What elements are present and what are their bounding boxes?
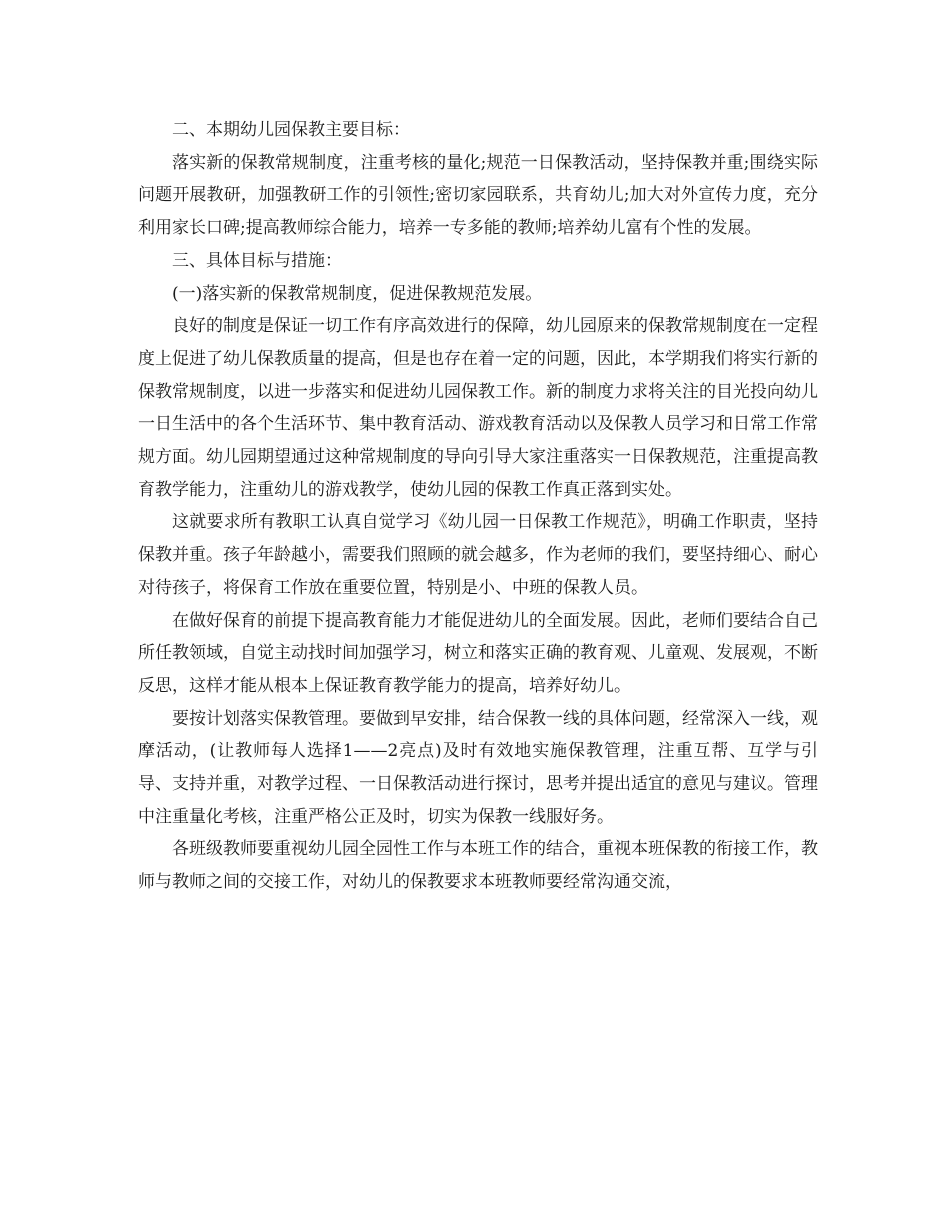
paragraph-system: 良好的制度是保证一切工作有序高效进行的保障，幼儿园原来的保教常规制度在一定程度上促进了幼儿保教质量的提高，但是也存在着一定的问题，因此，本学期我们将实行新的保教常规制度，以进一步落实和促进幼儿园保教工作。新的制度力求将关注的目光投向幼儿一日生活中的各个生活环节、集中教育活动、游戏教育活动以及保教人员学习和日常工作常规方面。幼儿园期望通过这种常规制度的导向引导大家注重落实一日保教规范，注重提高教育教学能力，注重幼儿的游戏教学，使幼儿园的保教工作真正落到实处。: [138, 316, 818, 500]
subsection-heading-1: (一)落实新的保教常规制度，促进保教规范发展。: [172, 283, 543, 304]
document-page: [138, 114, 818, 899]
section-heading-goals: 二、本期幼儿园保教主要目标：: [172, 120, 410, 140]
paragraph-staff-study: 这就要求所有教职工认真自觉学习《幼儿园一日保教工作规范》，明确工作职责，坚持保教并重。孩子年龄越小，需要我们照顾的就会越多，作为老师的我们，要坚持细心、耐心对待孩子，将保育工作放在重要位置，特别是小、中班的保教人员。: [138, 512, 818, 598]
paragraph-management: 要按计划落实保教管理。要做到早安排，结合保教一线的具体问题，经常深入一线，观摩活动，(让教师每人选择1——2亮点)及时有效地实施保教管理，注重互帮、互学与引导、支持并重，对教学过程、一日保教活动进行探讨，思考并提出适宜的意见与建议。管理中注重量化考核，注重严格公正及时，切实为保教一线服好务。: [138, 708, 818, 827]
section-heading-measures: 三、具体目标与措施：: [172, 250, 342, 271]
paragraph-goals: 落实新的保教常规制度，注重考核的量化;规范一日保教活动，坚持保教并重;围绕实际问题开展教研，加强教研工作的引领性;密切家园联系，共育幼儿;加大对外宣传力度，充分利用家长口碑;提高教师综合能力，培养一专多能的教师;培养幼儿富有个性的发展。: [138, 152, 818, 239]
paragraph-education-ability: 在做好保育的前提下提高教育能力才能促进幼儿的全面发展。因此，老师们要结合自己所任教领域，自觉主动找时间加强学习，树立和落实正确的教育观、儿童观、发展观，不断反思，这样才能从根本上保证教育教学能力的提高，培养好幼儿。: [138, 610, 818, 696]
paragraph-class-teachers: 各班级教师要重视幼儿园全园性工作与本班工作的结合，重视本班保教的衔接工作，教师与教师之间的交接工作，对幼儿的保教要求本班教师要经常沟通交流，: [138, 839, 818, 893]
